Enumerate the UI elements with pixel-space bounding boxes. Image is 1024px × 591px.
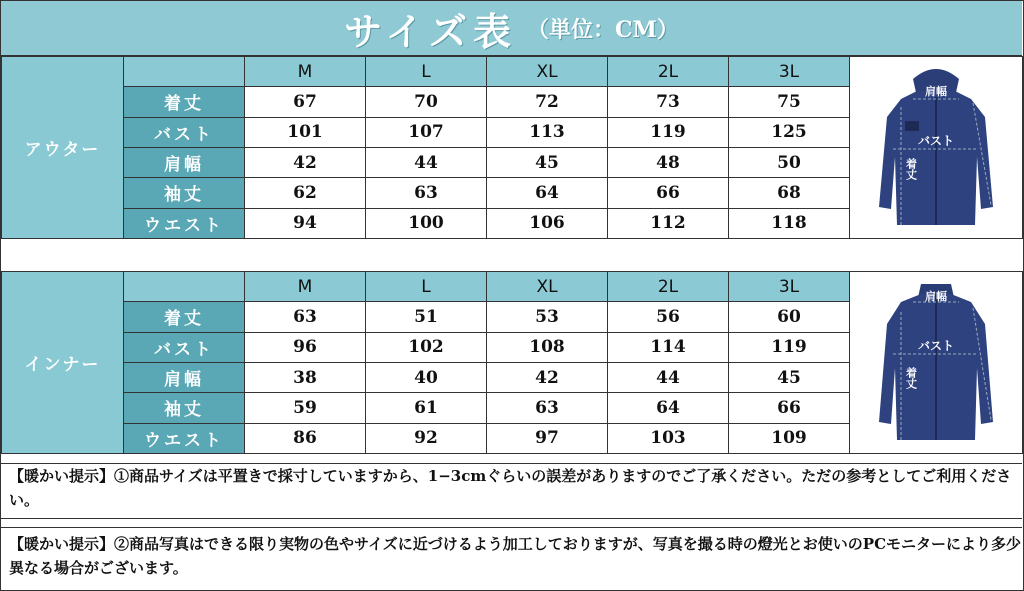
value-cell: 61 [366,393,487,423]
note-color-variance: 【暖かい提示】②商品写真はできる限り実物の色やサイズに近づけるよう加工しておりますが、写真を撮る時の燈光とお使いのPCモニターにより多少異なる場合がございます。 [1,527,1022,589]
value-cell: 66 [729,393,850,423]
value-cell: 53 [487,302,608,332]
value-cell: 59 [245,393,366,423]
value-cell: 108 [487,332,608,362]
row-label: 袖丈 [124,178,245,208]
header-corner [124,57,245,87]
value-cell: 45 [729,362,850,392]
inner-jacket-image [850,272,1023,454]
row-label: 着丈 [124,302,245,332]
row-label: ウエスト [124,208,245,238]
value-cell: 106 [487,208,608,238]
value-cell: 73 [608,87,729,117]
size-header: M [245,272,366,302]
diagram-label-sleeve: 袖丈 [995,142,1009,164]
row-label: バスト [124,332,245,362]
unit-label: （単位：CM） [527,16,679,43]
size-header: 3L [729,57,850,87]
value-cell: 125 [729,117,850,147]
outer-size-table [1,56,1023,239]
value-cell: 86 [245,423,366,453]
diagram-label-bust: バスト [917,339,955,353]
size-header: 2L [608,272,729,302]
value-cell: 96 [245,332,366,362]
value-cell: 70 [366,87,487,117]
value-cell: 119 [729,332,850,362]
diagram-label-length: 着丈 [904,367,918,389]
size-header: L [366,57,487,87]
value-cell: 119 [608,117,729,147]
size-header: M [245,57,366,87]
value-cell: 101 [245,117,366,147]
row-label: バスト [124,117,245,147]
size-header: XL [487,57,608,87]
value-cell: 63 [487,393,608,423]
value-cell: 103 [608,423,729,453]
diagram-label-shoulder: 肩幅 [925,290,947,303]
value-cell: 40 [366,362,487,392]
row-label: 肩幅 [124,362,245,392]
value-cell: 42 [245,147,366,177]
diagram-label-length: 着丈 [904,158,918,180]
value-cell: 100 [366,208,487,238]
value-cell: 64 [608,393,729,423]
value-cell: 94 [245,208,366,238]
value-cell: 102 [366,332,487,362]
diagram-label-bust: バスト [917,134,955,148]
header-corner [124,272,245,302]
value-cell: 112 [608,208,729,238]
value-cell: 92 [366,423,487,453]
row-label: ウエスト [124,423,245,453]
value-cell: 107 [366,117,487,147]
size-header: L [366,272,487,302]
inner-size-table [1,271,1023,454]
value-cell: 118 [729,208,850,238]
value-cell: 38 [245,362,366,392]
diagram-label-sleeve: 袖丈 [995,345,1009,367]
value-cell: 62 [245,178,366,208]
value-cell: 42 [487,362,608,392]
value-cell: 68 [729,178,850,208]
outer-section-label: アウター [2,57,124,239]
inner-section-label: インナー [2,272,124,454]
value-cell: 60 [729,302,850,332]
outer-jacket-image [850,57,1023,239]
value-cell: 51 [366,302,487,332]
note-flat-measurement: 【暖かい提示】①商品サイズは平置きで採寸していますから、1−3cmぐらいの誤差がありますのでご了承ください。ただの参考としてご利用ください。 [1,463,1022,519]
size-header: XL [487,272,608,302]
value-cell: 48 [608,147,729,177]
value-cell: 44 [366,147,487,177]
page-title: サイズ表 [344,8,518,54]
row-label: 袖丈 [124,393,245,423]
title-banner [1,1,1022,56]
value-cell: 97 [487,423,608,453]
value-cell: 66 [608,178,729,208]
size-header: 3L [729,272,850,302]
value-cell: 44 [608,362,729,392]
value-cell: 113 [487,117,608,147]
value-cell: 63 [245,302,366,332]
value-cell: 45 [487,147,608,177]
value-cell: 63 [366,178,487,208]
value-cell: 109 [729,423,850,453]
inner-jacket-diagram [851,272,1021,448]
row-label: 着丈 [124,87,245,117]
outer-jacket-diagram [851,57,1021,233]
diagram-label-shoulder: 肩幅 [925,85,947,98]
row-label: 肩幅 [124,147,245,177]
value-cell: 67 [245,87,366,117]
value-cell: 56 [608,302,729,332]
value-cell: 50 [729,147,850,177]
value-cell: 72 [487,87,608,117]
value-cell: 75 [729,87,850,117]
size-header: 2L [608,57,729,87]
value-cell: 114 [608,332,729,362]
value-cell: 64 [487,178,608,208]
